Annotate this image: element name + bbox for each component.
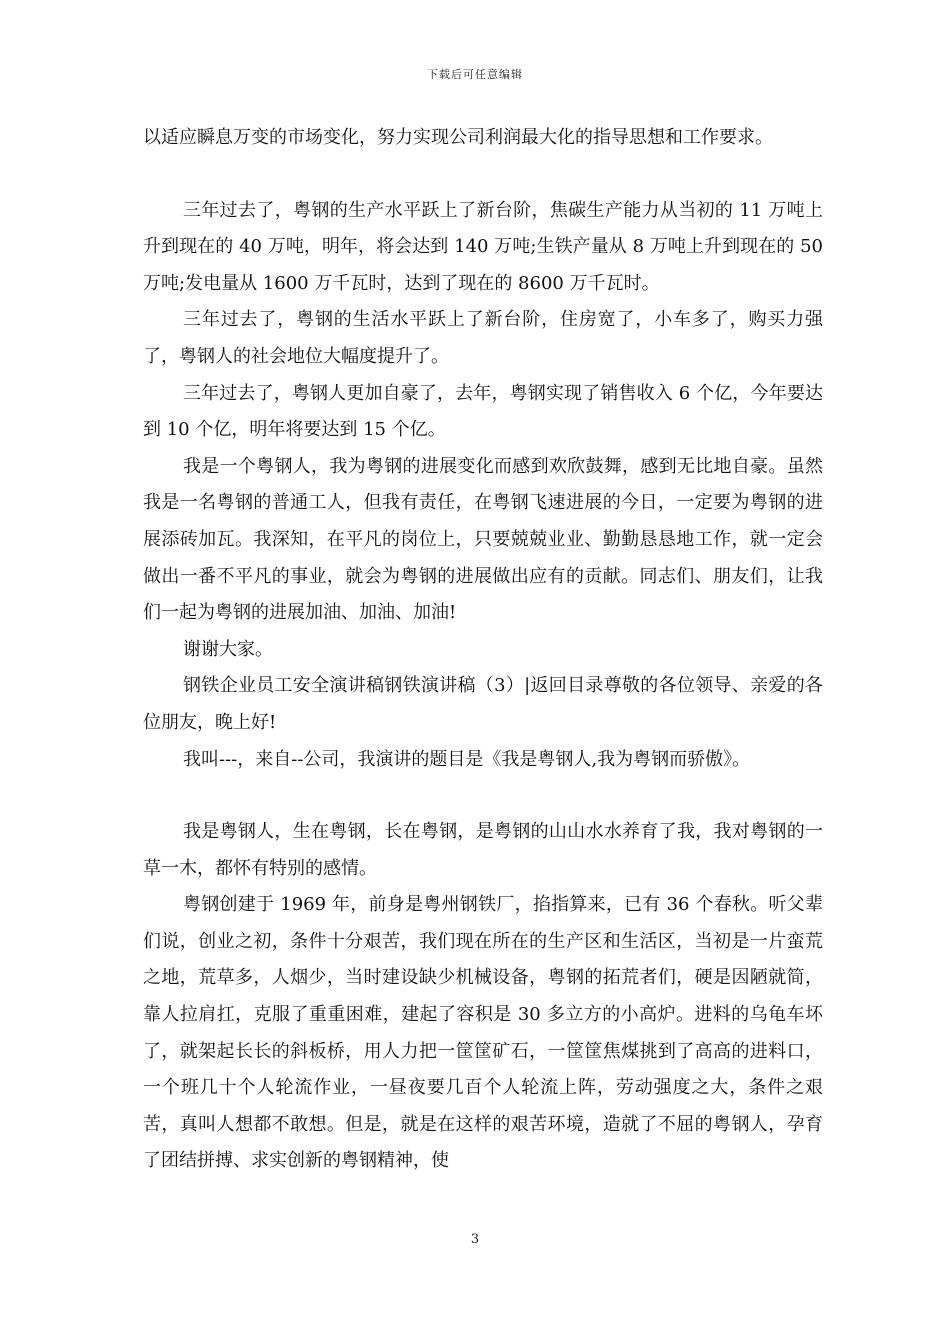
paragraph: 谢谢大家。 [183,638,273,660]
paragraph: 三年过去了，粤钢人更加自豪了，去年，粤钢实现了销售收入 6 个亿，今年要达到 10 个亿，明年将要达到 15 个亿。 [143,382,823,441]
paragraph: 我叫---，来自--公司，我演讲的题目是《我是粤钢人,我为粤钢而骄傲》。 [183,748,751,770]
paragraph: 粤钢创建于 1969 年，前身是粤州钢铁厂，掐指算来，已有 36 个春秋。听父辈们说，创业之初，条件十分艰苦，我们现在所在的生产区和生活区，当初是一片蛮荒之地，荒草多，人烟少，当时建设缺少机械设备，粤钢的拓荒者们，硬是因陋就简，靠人拉肩扛，克服了重重困难，建起了容积是 30 多立方的小高炉。进料的乌龟车坏了，就架起长长的斜板桥，用人力把一筐筐矿石，一筐筐焦煤挑到了高高的进料口，一个班几十个人轮流作业，一昼夜要几百个人轮流上阵，劳动强度之大，条件之艰苦，真叫人想都不敢想。但是，就是在这样的艰苦环境，造就了不屈的粤钢人，孕育了团结拼搏、求实创新的粤钢精神，使 [143,894,823,1172]
paragraph: 以适应瞬息万变的市场变化，努力实现公司利润最大化的指导思想和工作要求。 [143,127,773,148]
paragraph: 钢铁企业员工安全演讲稿钢铁演讲稿（3）|返回目录尊敬的各位领导、亲爱的各位朋友，晚上好! [143,675,823,733]
paragraph: 我是粤钢人，生在粤钢，长在粤钢，是粤钢的山山水水养育了我，我对粤钢的一草一木，都怀有特别的感情。 [143,821,823,879]
paragraph: 三年过去了，粤钢的生产水平跃上了新台阶，焦碳生产能力从当初的 11 万吨上升到现在的 40 万吨，明年，将会达到 140 万吨;生铁产量从 8 万吨上升到现在的 50 万吨;发电量从 1600 万千瓦时，达到了现在的 8600 万千瓦时。 [143,199,823,294]
paragraph-gap [143,778,823,814]
document-body [143,120,823,1180]
paragraph: 我是一个粤钢人，我为粤钢的进展变化而感到欢欣鼓舞，感到无比地自豪。虽然我是一名粤钢的普通工人，但我有责任，在粤钢飞速进展的今日，一定要为粤钢的进展添砖加瓦。我深知，在平凡的岗位上，只要兢兢业业、勤勤恳恳地工作，就一定会做出一番不平凡的事业，就会为粤钢的进展做出应有的贡献。同志们、朋友们，让我们一起为粤钢的进展加油、加油、加油! [143,455,823,624]
page-number: 3 [470,1232,480,1247]
paragraph: 三年过去了，粤钢的生活水平跃上了新台阶，住房宽了，小车多了，购买力强了，粤钢人的社会地位大幅度提升了。 [143,309,823,367]
paragraph-gap [143,157,823,193]
page-header: 下载后可任意编辑 [427,68,523,81]
